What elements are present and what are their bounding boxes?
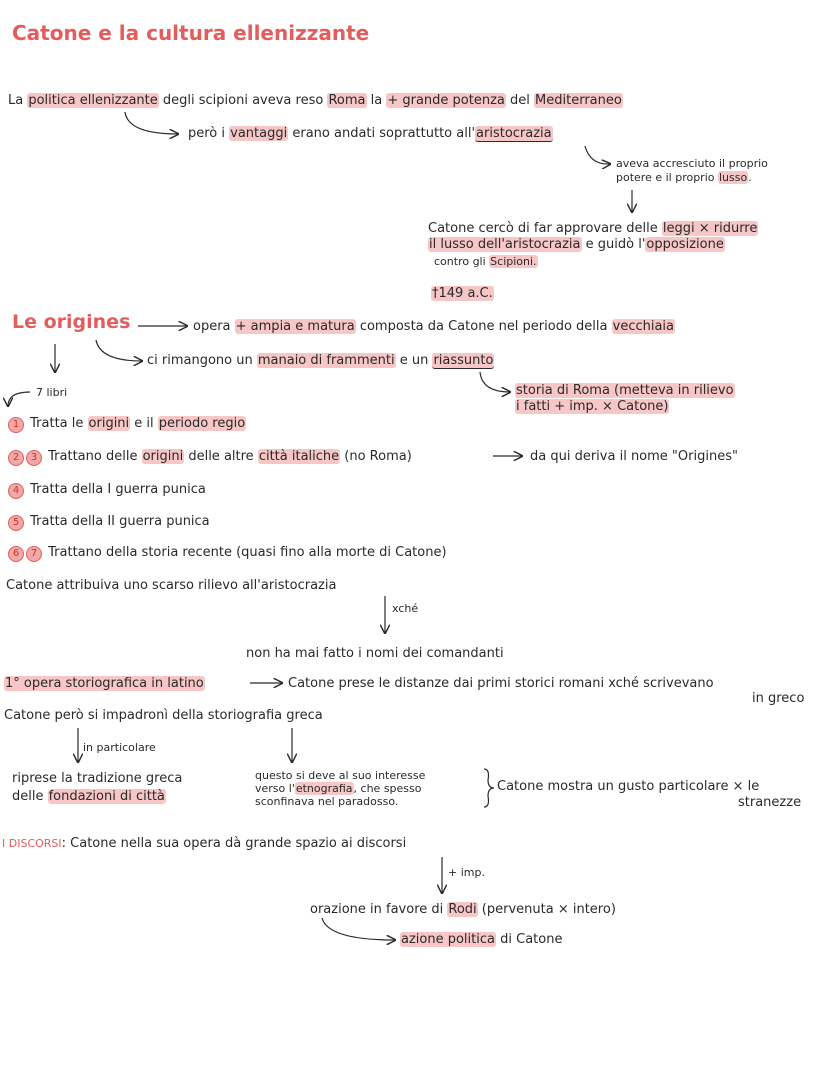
imp-label: + imp.	[448, 866, 485, 879]
book-row-1	[8, 416, 246, 433]
text: Trattano delle	[48, 449, 142, 464]
highlight: 1° opera storiografica in latino	[5, 676, 204, 691]
number-badge: 6	[8, 546, 24, 562]
highlight: origini	[142, 449, 184, 464]
text: delle altre	[184, 449, 258, 464]
highlight: fondazioni di città	[48, 789, 165, 804]
intro-line-4c	[434, 255, 538, 268]
text: del	[505, 93, 535, 108]
text: delle	[12, 789, 48, 804]
riprese-1: riprese la tradizione greca	[12, 771, 183, 786]
storia-roma-2	[515, 399, 669, 415]
discorsi-label: I DISCORSI	[2, 837, 62, 850]
azione-line	[400, 932, 562, 948]
xche-label: xché	[392, 602, 419, 615]
in-greco: in greco	[752, 691, 805, 706]
orazione-line	[310, 902, 616, 918]
riprese-2	[12, 789, 166, 805]
highlight: Roma	[328, 93, 366, 108]
highlight: †149 a.C.	[432, 286, 493, 301]
interesse-1: questo si deve al suo interesse	[255, 769, 426, 782]
number-badge: 4	[8, 483, 24, 499]
deriva-nome: da qui deriva il nome "Origines"	[530, 449, 738, 464]
text: opera	[193, 319, 235, 334]
text: La	[8, 93, 28, 108]
highlight: vantaggi	[230, 126, 288, 141]
highlight: leggi × ridurre	[662, 221, 758, 236]
text: e guidò l'	[581, 237, 646, 252]
intro-line-4b	[428, 237, 725, 253]
page-title: Catone e la cultura ellenizzante	[12, 21, 370, 45]
storiografia-greca: Catone però si impadronì della storiografia greca	[4, 708, 323, 723]
highlight: etnografia	[295, 782, 353, 795]
text: contro gli	[434, 255, 490, 268]
text: Trattano della storia recente (quasi fino alla morte di Catone)	[48, 545, 447, 560]
gusto-2: stranezze	[738, 795, 802, 810]
highlight: politica ellenizzante	[28, 93, 158, 108]
comandanti-line: non ha mai fatto i nomi dei comandanti	[246, 646, 504, 661]
book-row-2	[8, 449, 412, 466]
arrow-storia	[480, 372, 510, 392]
arrow-frammenti	[96, 340, 142, 361]
arrow-azione	[322, 918, 395, 940]
text: la	[366, 93, 387, 108]
text: Tratta della II guerra punica	[30, 514, 210, 529]
highlight: + ampia e matura	[235, 319, 355, 334]
book-row-6	[8, 545, 447, 562]
text: (no Roma)	[340, 449, 412, 464]
highlight: manaio di frammenti	[257, 353, 395, 368]
text: e un	[395, 353, 433, 368]
arrow-accresciuto	[585, 146, 610, 164]
intro-line-2	[188, 126, 553, 142]
highlight: periodo regio	[158, 416, 246, 431]
intro-line-3b	[616, 171, 752, 184]
highlight: lusso	[719, 171, 748, 184]
discorsi-line	[2, 836, 406, 852]
storia-roma-1	[515, 383, 735, 399]
intro-line-1	[8, 93, 623, 109]
book-row-4	[8, 482, 206, 499]
brace-gusto	[484, 769, 494, 807]
text: verso l'	[255, 782, 295, 795]
text: però i	[188, 126, 230, 141]
highlight: il lusso dell'aristocrazia	[429, 237, 581, 252]
text: e il	[130, 416, 158, 431]
text: Catone cercò di far approvare delle	[428, 221, 662, 236]
text: (pervenuta × intero)	[477, 902, 616, 917]
death-date	[431, 286, 494, 302]
text: di Catone	[495, 932, 563, 947]
text: : Catone nella sua opera dà grande spazio ai discorsi	[61, 836, 407, 851]
number-badge: 3	[26, 450, 42, 466]
aristocrazia-line: Catone attribuiva uno scarso rilievo all'aristocrazia	[6, 578, 337, 593]
highlight: Scipioni.	[490, 255, 537, 268]
text: potere e il proprio	[616, 171, 718, 184]
arrow-vantaggi	[125, 112, 178, 134]
highlight: città italiche	[258, 449, 340, 464]
text: Tratta della I guerra punica	[30, 482, 206, 497]
origines-heading: Le origines	[12, 311, 131, 333]
origines-desc	[193, 319, 675, 335]
interesse-2	[255, 782, 422, 795]
highlight: aristocrazia	[476, 126, 552, 141]
prima-opera	[4, 676, 205, 692]
in-particolare: in particolare	[83, 741, 156, 754]
text: degli scipioni aveva reso	[158, 93, 328, 108]
text: .	[748, 171, 752, 184]
highlight: i fatti + imp. × Catone)	[516, 399, 669, 414]
highlight: + grande potenza	[387, 93, 505, 108]
number-badge: 2	[8, 450, 24, 466]
highlight: azione politica	[401, 932, 495, 947]
intro-line-4a	[428, 221, 758, 237]
text: orazione in favore di	[310, 902, 448, 917]
distanze-line: Catone prese le distanze dai primi storici romani xché scrivevano	[288, 676, 714, 691]
highlight: origini	[88, 416, 130, 431]
highlight: Rodi	[448, 902, 477, 917]
highlight: storia di Roma (metteva in rilievo	[516, 383, 734, 398]
highlight: vecchiaia	[612, 319, 675, 334]
highlight: opposizione	[646, 237, 724, 252]
number-badge: 7	[26, 546, 42, 562]
number-badge: 1	[8, 417, 24, 433]
text: composta da Catone nel periodo della	[355, 319, 612, 334]
text: erano andati soprattutto all'	[288, 126, 476, 141]
number-badge: 5	[8, 515, 24, 531]
intro-line-3a: aveva accresciuto il proprio	[616, 157, 768, 170]
highlight: Mediterraneo	[535, 93, 622, 108]
interesse-3: sconfinava nel paradosso.	[255, 795, 399, 808]
text: , che spesso	[353, 782, 422, 795]
book-row-5	[8, 514, 210, 531]
highlight: riassunto	[433, 353, 494, 368]
libri-label: 7 libri	[36, 386, 68, 399]
gusto-1: Catone mostra un gusto particolare × le	[497, 779, 760, 794]
text: ci rimangono un	[147, 353, 257, 368]
origines-frammenti	[147, 353, 494, 369]
arrow-libri	[8, 392, 30, 406]
text: Tratta le	[30, 416, 88, 431]
